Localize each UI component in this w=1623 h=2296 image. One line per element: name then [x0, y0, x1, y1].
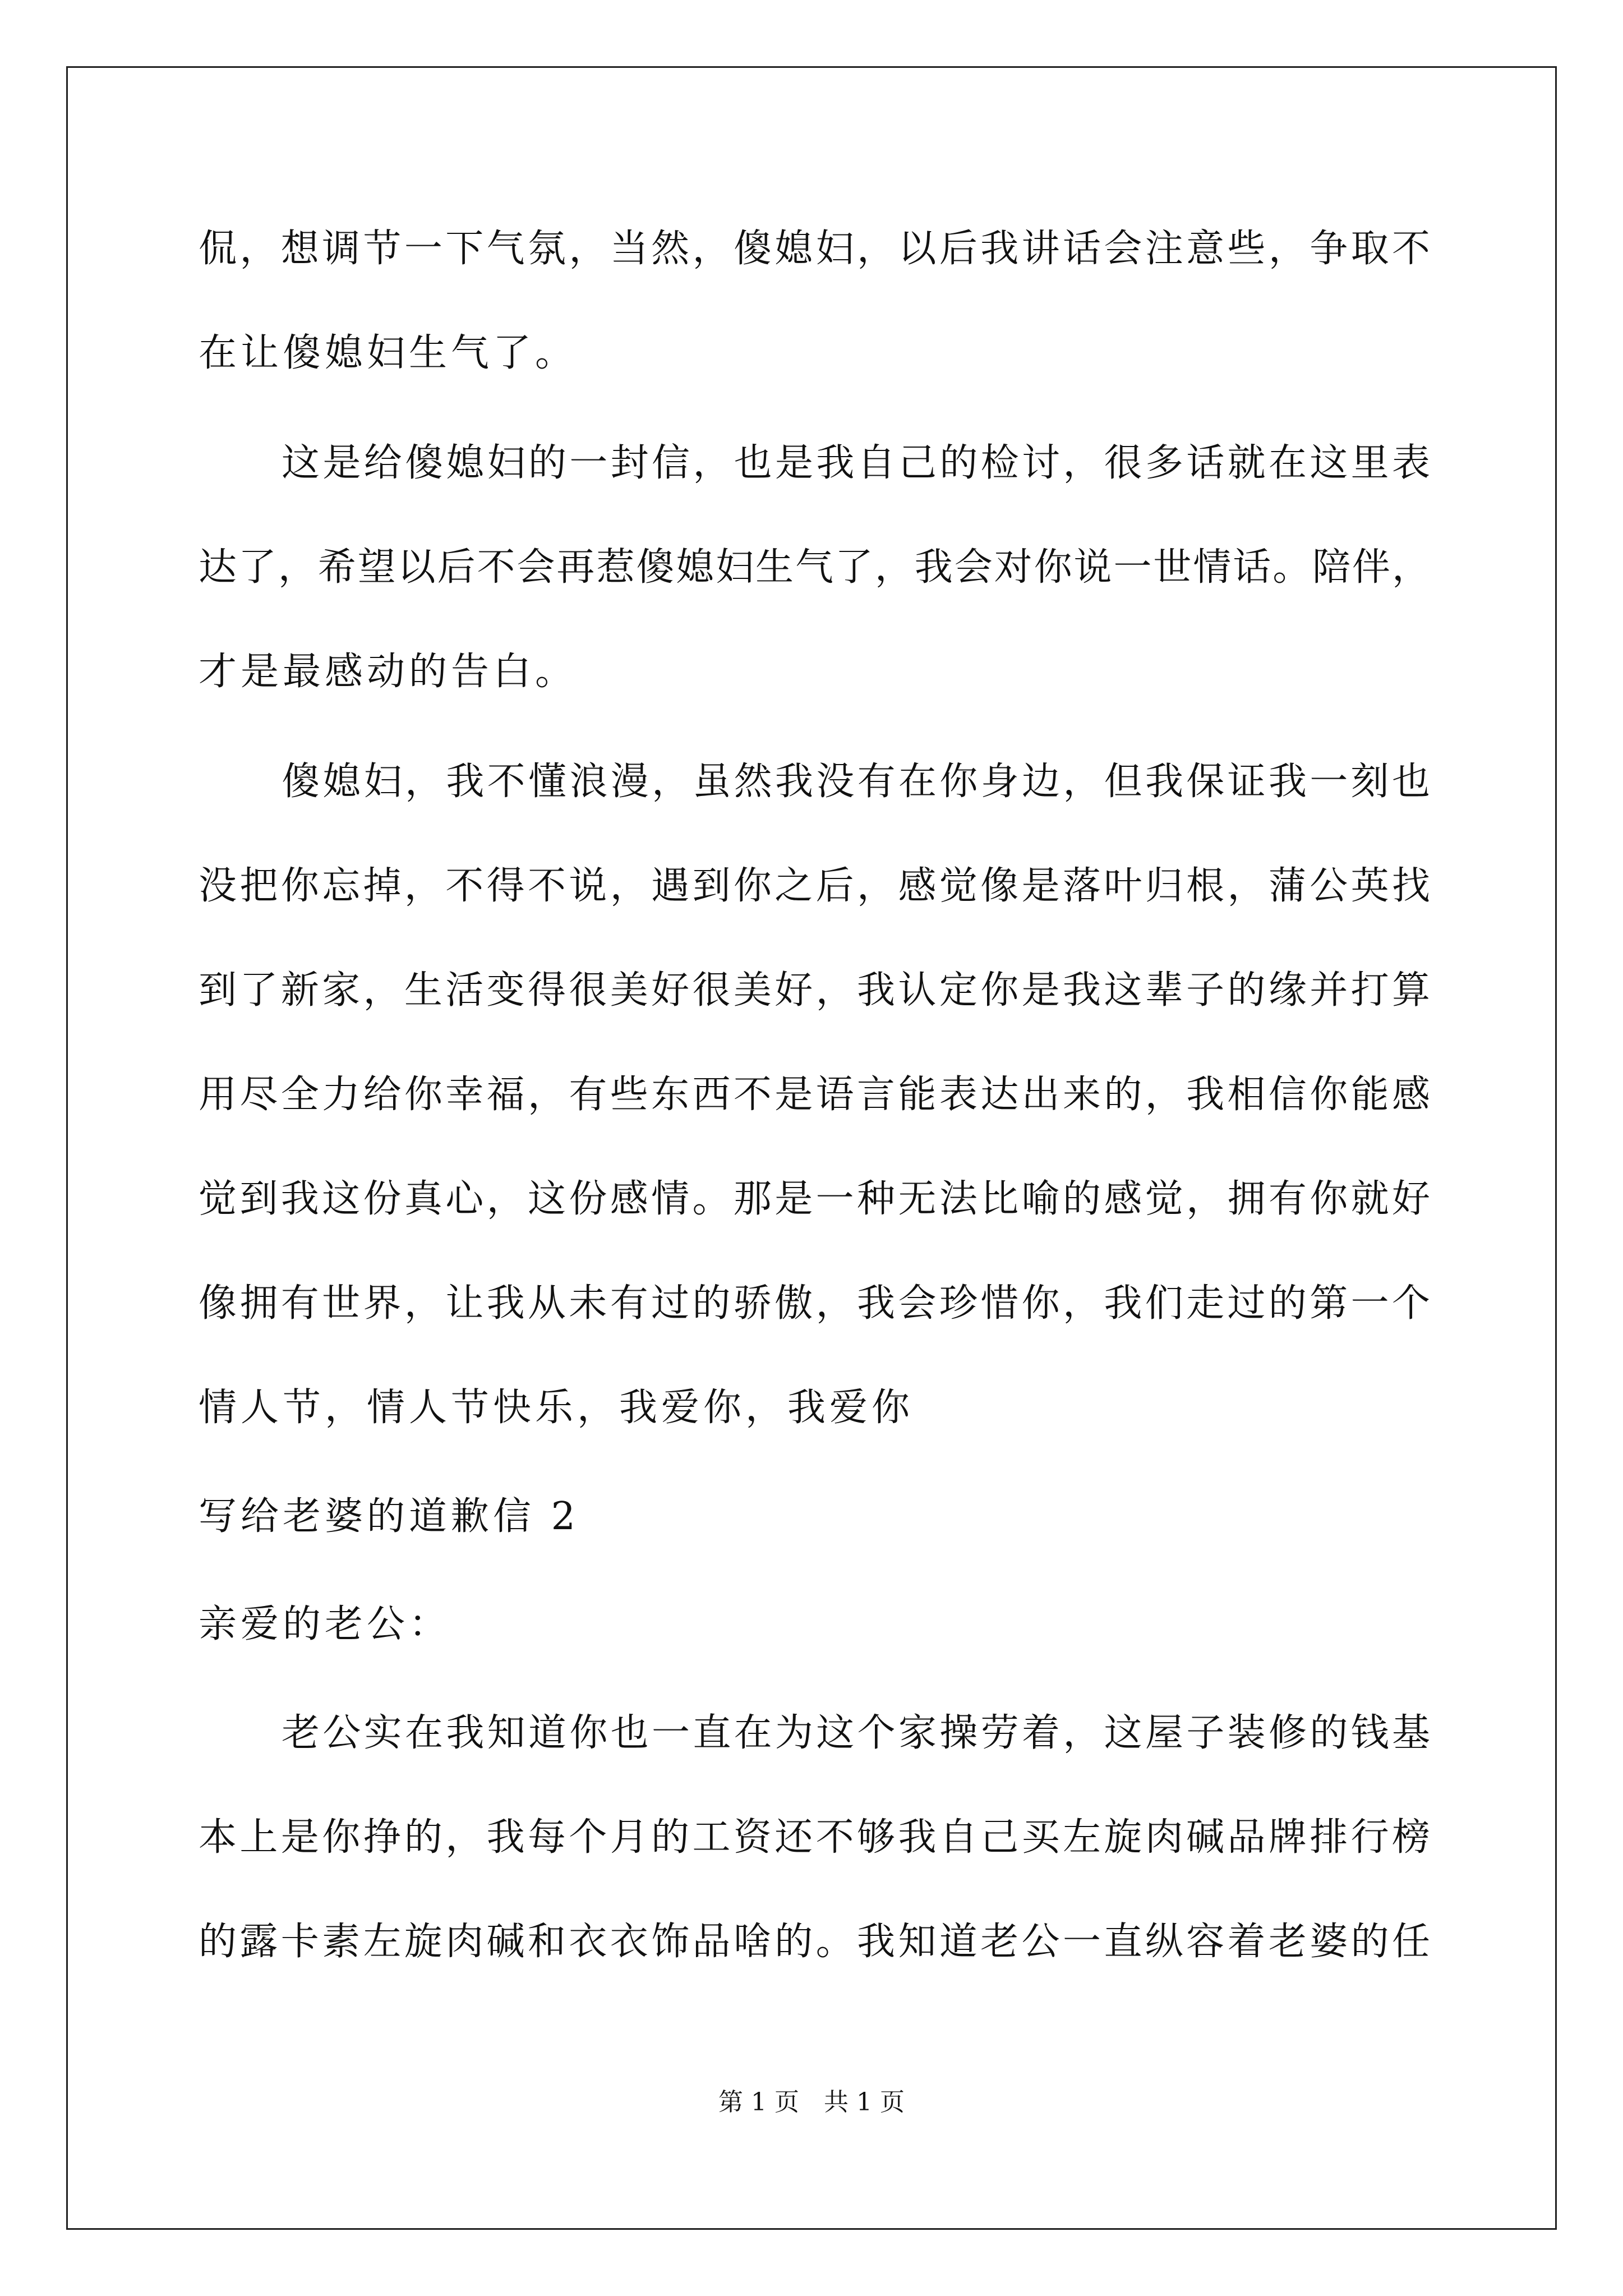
body-text-line: 侃，想调节一下气氛，当然，傻媳妇，以后我讲话会注意些，争取不 [199, 227, 1430, 271]
body-text-line: 才是最感动的告白。 [199, 650, 578, 694]
body-text-line: 的露卡素左旋肉碱和衣衣饰品啥的。我知道老公一直纵容着老婆的任 [199, 1920, 1430, 1964]
body-text-line: 本上是你挣的，我每个月的工资还不够我自己买左旋肉碱品牌排行榜 [199, 1815, 1430, 1860]
body-text-line: 傻媳妇，我不懂浪漫，虽然我没有在你身边，但我保证我一刻也 [282, 760, 1430, 804]
page-border [66, 66, 1557, 2230]
body-text-line: 用尽全力给你幸福，有些东西不是语言能表达出来的，我相信你能感 [199, 1073, 1430, 1117]
body-text-line: 老公实在我知道你也一直在为这个家操劳着，这屋子装修的钱基 [282, 1711, 1430, 1755]
body-text-line: 达了，希望以后不会再惹傻媳妇生气了，我会对你说一世情话。陪伴， [199, 545, 1430, 590]
page-number-footer: 第 1 页 共 1 页 [718, 2088, 905, 2116]
body-text-line: 在让傻媳妇生气了。 [199, 331, 578, 375]
body-text-line: 情人节，情人节快乐，我爱你，我爱你 [199, 1386, 914, 1430]
body-text-line: 没把你忘掉，不得不说，遇到你之后，感觉像是落叶归根，蒲公英找 [199, 864, 1430, 908]
section-heading: 写给老婆的道歉信 2 [199, 1494, 579, 1539]
body-text-line: 像拥有世界，让我从未有过的骄傲，我会珍惜你，我们走过的第一个 [199, 1281, 1430, 1326]
salutation: 亲爱的老公： [199, 1602, 451, 1646]
body-text-line: 这是给傻媳妇的一封信，也是我自己的检讨，很多话就在这里表 [282, 441, 1430, 485]
body-text-line: 到了新家，生活变得很美好很美好，我认定你是我这辈子的缘并打算 [199, 968, 1430, 1013]
body-text-line: 觉到我这份真心，这份感情。那是一种无法比喻的感觉，拥有你就好 [199, 1177, 1430, 1221]
